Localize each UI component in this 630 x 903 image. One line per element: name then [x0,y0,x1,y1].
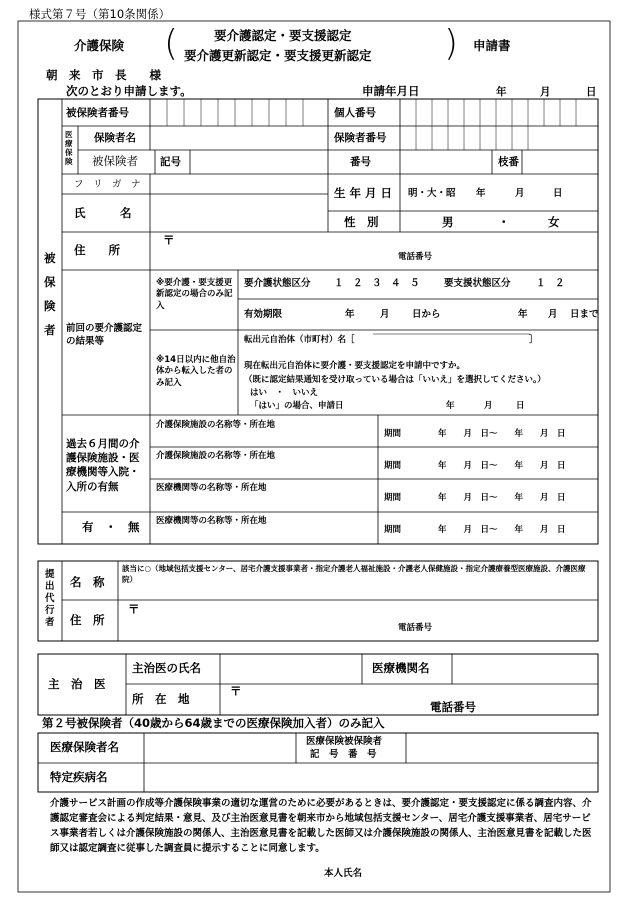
valid-period-label: 有効期限 [244,309,283,320]
bango-label: 番号 [350,156,371,168]
if-yes-month: 月 [484,401,493,411]
doctor-phone-label: 電話番号 [430,700,476,714]
facility-row-3-name: 医療機関等の名称等・所在地 [156,483,267,493]
insured-no-label-2: 記 号 番 号 [310,749,377,760]
doctor-table-frame [38,654,598,715]
application-date-label: 申請年月日 [362,84,420,98]
sex-female-option[interactable]: 女 [548,215,560,229]
transfer-question-1: 現在転出元自治体に要介護・要支援認定を申請中ですか。 [244,361,466,371]
insured-side-label: 被保険者 [44,251,56,337]
sex-label: 性 別 [344,215,379,229]
date-month: 月 [540,86,551,98]
doctor-address-label: 所 在 地 [132,692,190,706]
transfer-origin-close: ］ [529,335,538,345]
doctor-postal-mark: 〒 [230,684,242,698]
intro-text: 次のとおり申請します。 [66,84,192,98]
facility-row-1-range: 年 月 日～ 年 月 日 [438,429,566,439]
kaigo-hoken-label: 介護保険 [74,38,125,53]
addressee: 朝 来 市 長 様 [46,68,161,82]
renewal-note: ※要介護・要支援更新認定の場合のみ記入 [156,278,233,311]
title-line-2: 要介護更新認定・要支援更新認定 [184,48,372,63]
vp-month-1: 月 [380,309,390,320]
facility-row-2-name: 介護保険施設の名称等・所在地 [156,451,276,461]
if-yes-year: 年 [446,401,455,411]
facility-row-1-name: 介護保険施設の名称等・所在地 [156,420,276,430]
address-label: 住 所 [74,243,120,257]
facility-row-2-period: 期間 [384,461,402,471]
facility-history-label: 過去６月間の介護保険施設・医療機関等入院・入所の有無 [66,438,140,493]
hospital-name-label: 医療機関名 [372,661,430,675]
transfer-question-2: （既に認定結果通知を受け取っている場合は「いいえ」を選択してください。） [244,375,546,385]
left-bracket: ( [164,23,179,64]
date-year: 年 [496,86,507,98]
name-label: 氏 名 [74,206,132,220]
transfer-origin-label: 転出元自治体（市町村）名［ [244,335,355,345]
facility-yes-no[interactable]: 有 ・ 無 [82,520,140,534]
title-line-1: 要介護認定・要支援認定 [214,28,352,43]
second-insured-heading: 第２号被保険者（40歳から64歳までの医療保険加入者）のみ記入 [42,716,385,730]
sex-separator: ・ [498,215,510,229]
date-day: 日 [586,86,597,98]
facility-row-4-name: 医療機関等の名称等・所在地 [156,516,267,526]
vp-from: 日から [412,309,441,320]
edaban-label: 枝番 [498,156,519,168]
insurer-number-label: 保険者番号 [334,132,387,144]
insured-no-label-1: 医療保険被保険者 [306,736,383,747]
era-options[interactable]: 明・大・昭 [408,188,456,199]
birth-month: 月 [515,188,525,199]
medical-insurer-label: 医療保険者名 [50,740,119,754]
form-title-shinseisho: 申請書 [473,38,511,53]
care-level-options[interactable]: １ ２ ３ ４ ５ [334,278,420,289]
if-yes-date-label: 「はい」の場合、申請日 [250,401,344,411]
transfer-note: ※14日以内に他自治体から転入した者のみ記入 [156,355,236,388]
agent-address-label: 住 所 [70,613,105,627]
consent-text: 介護サービス計画の作成等介護保険事業の適切な運営のために必要があるときは、要介護認定・要支援認定に係る調査内容、介護認定審査会による判定結果・意見、及び主治医意見書を朝来市から地域包括支援センター、居宅介護支援事業者、居宅サービス事業者若しくは介護保険施設の関係人、主治医意見書を記載した医師又は介護保険施設の関係人、主治医意見書を記載した医師又は認定調査に従事した調査員に提示することに同意します。 [50,798,592,854]
facility-row-2-range: 年 月 日～ 年 月 日 [438,461,566,471]
birth-date-label: 生 年 月 日 [334,186,393,200]
yes-no-options[interactable]: はい ・ いいえ [250,388,319,398]
insured-number-label: 被保険者番号 [66,107,129,119]
previous-result-label: 前回の要介護認定の結果等 [66,323,143,347]
insurer-name-label: 保険者名 [94,132,136,144]
care-level-label: 要介護状態区分 [244,278,311,289]
medical-insurance-side-label: 医療保険 [65,130,73,166]
facility-row-3-range: 年 月 日～ 年 月 日 [438,493,566,503]
facility-row-4-period: 期間 [384,525,402,535]
agent-name-label: 名 称 [70,575,105,589]
specific-disease-label: 特定疾病名 [50,770,108,784]
vp-year-1: 年 [345,309,355,320]
agent-type-note: 該当に○（地域包括支援センター、居宅介護支援事業者・指定介護老人福祉施設・介護老人保健施設・指定介護療養型医療施設、介護医療院） [122,564,586,584]
vp-year-2: 年 [518,309,528,320]
hihokensha-label: 被保険者 [92,154,138,168]
if-yes-day: 日 [516,401,525,411]
doctor-section-label: 主 治 医 [48,677,106,691]
kigo-label: 記号 [160,156,181,168]
form-number: 様式第７号（第10条関係） [29,7,171,21]
birth-year: 年 [476,188,486,199]
right-bracket: ) [444,23,459,64]
postal-mark: 〒 [163,233,175,247]
signature-label: 本人氏名 [324,868,363,879]
support-level-options[interactable]: １ ２ [536,278,565,289]
doctor-name-label: 主治医の氏名 [132,661,201,675]
kojin-number-label: 個人番号 [334,107,376,119]
facility-row-4-range: 年 月 日～ 年 月 日 [438,525,566,535]
facility-row-1-period: 期間 [384,429,402,439]
furigana-label: フ リ ガ ナ [74,179,141,190]
facility-row-3-period: 期間 [384,493,402,503]
vp-month-2: 月 [548,309,558,320]
agent-side-label: 提出代行者 [45,569,55,628]
vp-until: 日まで [570,309,599,320]
birth-day: 日 [553,188,563,199]
sex-male-option[interactable]: 男 [442,215,454,229]
agent-postal-mark: 〒 [128,602,140,616]
phone-label: 電話番号 [398,252,433,262]
support-level-label: 要支援状態区分 [444,278,511,289]
agent-phone-label: 電話番号 [398,623,433,633]
